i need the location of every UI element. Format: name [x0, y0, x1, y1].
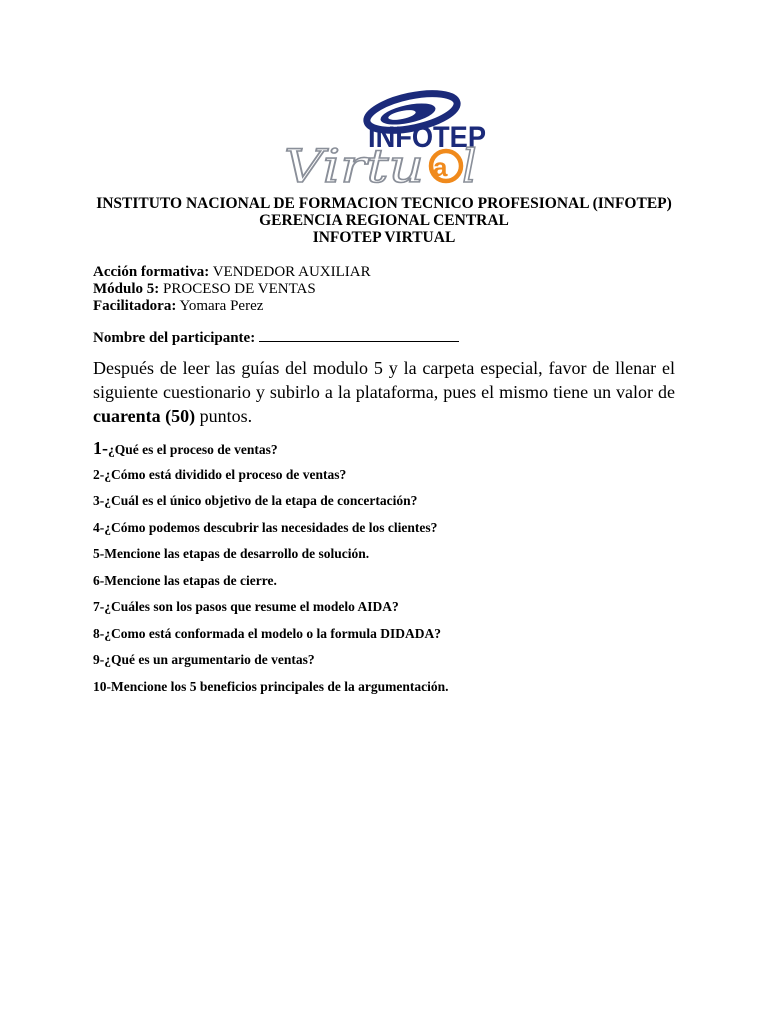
question-2: 2-¿Cómo está dividido el proceso de ventas?	[93, 466, 347, 482]
accion-formativa-value: VENDEDOR AUXILIAR	[209, 264, 371, 280]
instructions-paragraph	[93, 356, 675, 428]
question-3: 3-¿Cuál es el único objetivo de la etapa de concertación?	[93, 493, 418, 508]
header-institute: INSTITUTO NACIONAL DE FORMACION TECNICO PROFESIONAL (INFOTEP)	[96, 195, 672, 212]
facilitadora-row	[93, 298, 371, 315]
question-4: 4-¿Cómo podemos descubrir las necesidades de los clientes?	[93, 519, 438, 535]
points-value: cuarenta (50)	[93, 406, 196, 426]
question-1-text: ¿Qué es el proceso de ventas?	[108, 442, 278, 457]
participant-name-field	[93, 327, 459, 347]
infotep-virtual-logo	[280, 84, 492, 190]
question-8: 8-¿Como está conformada el modelo o la formula DIDADA?	[93, 625, 441, 641]
svg-text:l: l	[462, 139, 477, 190]
question-5: 5-Mencione las etapas de desarrollo de solución.	[93, 546, 370, 561]
question-list	[93, 437, 693, 702]
instructions-tail: puntos.	[195, 406, 253, 426]
svg-text:INFOTEP: INFOTEP	[368, 121, 486, 154]
course-info	[93, 264, 371, 315]
instructions-text: Después de leer las guías del modulo 5 y la carpeta especial, favor de llenar el siguiente cuestionario y subirlo a la plataforma, pues el mismo tiene un valor de	[93, 358, 675, 402]
institution-header	[60, 195, 708, 246]
question-10: 10-Mencione los 5 beneficios principales de la argumentación.	[93, 678, 449, 694]
question-1	[93, 437, 693, 464]
question-7: 7-¿Cuáles son los pasos que resume el modelo AIDA?	[93, 599, 399, 614]
header-virtual: INFOTEP VIRTUAL	[312, 229, 456, 246]
accion-formativa-label: Acción formativa:	[93, 264, 210, 280]
header-regional: GERENCIA REGIONAL CENTRAL	[259, 212, 509, 229]
participant-label: Nombre del participante:	[93, 330, 256, 346]
modulo-value: PROCESO DE VENTAS	[159, 281, 316, 297]
svg-text:Virtu: Virtu	[284, 139, 424, 190]
question-6: 6-Mencione las etapas de cierre.	[93, 572, 277, 588]
modulo-row	[93, 281, 371, 298]
question-9: 9-¿Qué es un argumentario de ventas?	[93, 652, 315, 667]
participant-name-blank[interactable]	[259, 327, 459, 342]
facilitadora-label: Facilitadora:	[93, 298, 177, 314]
facilitadora-value: Yomara Perez	[176, 298, 264, 314]
accion-formativa-row	[93, 264, 371, 281]
svg-text:a: a	[433, 152, 448, 182]
question-1-number: 1-	[93, 438, 108, 458]
modulo-label: Módulo 5:	[93, 281, 160, 297]
